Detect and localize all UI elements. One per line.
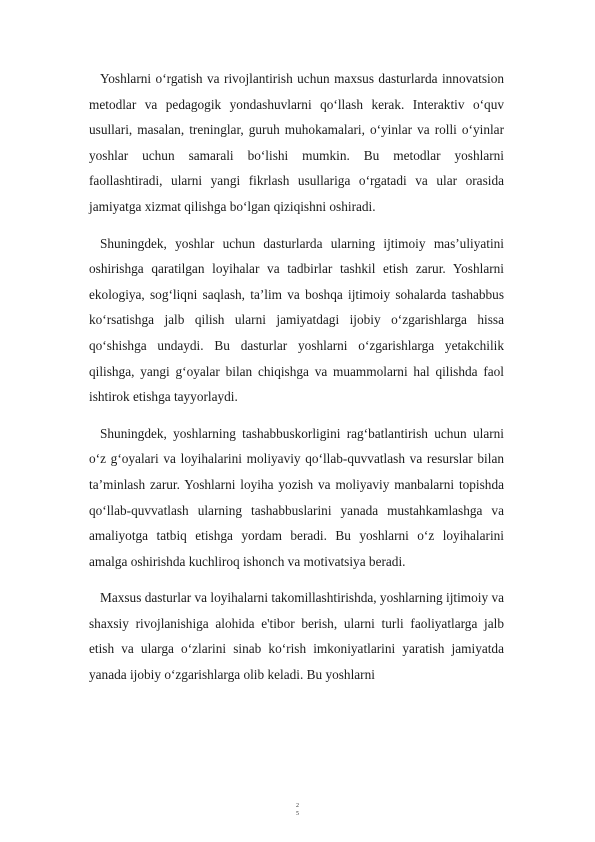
document-body (89, 66, 504, 688)
paragraph-3: Shuningdek, yoshlarning tashabbuskorligini rag‘batlantirish uchun ularni o‘z g‘oyalari va loyihalarini moliyaviy qo‘llab-quvvatlash va resurslar bilan ta’minlash zarur. Yoshlarni loyiha yozish va moliyaviy manbalarni topishda qo‘llab-quvvatlash ularning tashabbuslarini yanada mustahkamlashga va amaliyotga tatbiq etishga yordam beradi. Bu yoshlarni o‘z loyihalarini amalga oshirishda kuchliroq ishonch va motivatsiya beradi. (89, 425, 504, 569)
page-number (0, 802, 595, 818)
page-number-digit-1: 2 (296, 803, 299, 809)
paragraph-1: Yoshlarni o‘rgatish va rivojlantirish uchun maxsus dasturlarda innovatsion metodlar va pedagogik yondashuvlarni qo‘llash kerak. Interaktiv o‘quv usullari, masalan, treninglar, guruh muhokamalari, o‘yinlar va rolli o‘yinlar yoshlar uchun samarali bo‘lishi mumkin. Bu metodlar yoshlarni faollashtiradi, ularni yangi fikrlash usullariga o‘rgatadi va ular orasida jamiyatga xizmat qilishga bo‘lgan qiziqishni oshiradi. (89, 71, 504, 214)
page-number-digit-2: 5 (296, 811, 299, 817)
paragraph-4: Maxsus dasturlar va loyihalarni takomillashtirishda, yoshlarning ijtimoiy va shaxsiy rivojlanishiga alohida e'tibor berish, ularni turli faoliyatlarga jalb etish va ularga o‘zlarini sinab ko‘rish imkoniyatlarini yaratish jamiyatda yanada ijobiy o‘zgarishlarga olib keladi. Bu yoshlarni (89, 590, 505, 683)
paragraph-2: Shuningdek, yoshlar uchun dasturlarda ularning ijtimoiy mas’uliyatini oshirishga qaratilgan loyihalar va tadbirlar tashkil etish zarur. Yoshlarni ekologiya, sog‘liqni saqlash, ta’lim va boshqa ijtimoiy sohalarda tashabbus ko‘rsatishga jalb qilish ularni jamiyatdagi ijobiy o‘zgarishlarga hissa qo‘shishga undaydi. Bu dasturlar yoshlarni o‘zgarishlarga yetakchilik qilishga, yangi g‘oyalar bilan chiqishga va muammolarni hal qilishda faol ishtirok etishga tayyorlaydi. (89, 235, 504, 405)
